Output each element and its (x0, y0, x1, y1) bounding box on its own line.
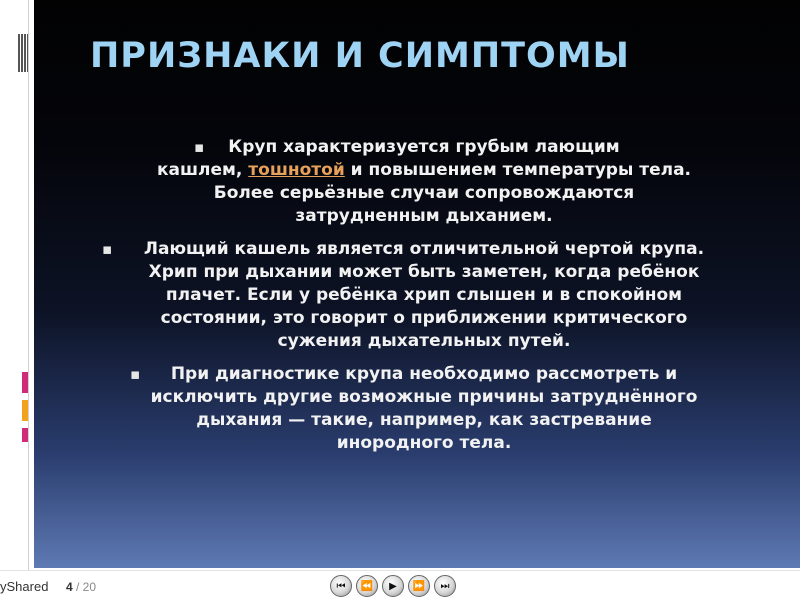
bullet-text: Круп характеризуется грубым лающим (228, 137, 620, 157)
bullet-list (94, 136, 754, 465)
bullet-line (94, 386, 754, 409)
bullet-text: сужения дыхательных путей. (277, 331, 571, 351)
bottom-toolbar (0, 570, 800, 600)
bullet-text: Более серьёзные случаи сопровождаются (213, 183, 635, 203)
bullet-line (94, 409, 754, 432)
fast-forward-icon[interactable]: ⏩ (408, 575, 430, 597)
bullet-line (94, 363, 754, 386)
bullet-text: дыхания — такие, например, как застревание (196, 410, 652, 430)
bullet-line (94, 238, 754, 261)
brand-label: yShared (0, 579, 49, 594)
bullet-text: Лающий кашель является отличительной чертой крупа. (143, 239, 705, 259)
bullet-line (94, 284, 754, 307)
rewind-icon[interactable]: ⏪ (356, 575, 378, 597)
bullet-text: состоянии, это говорит о приближении критического (160, 308, 688, 328)
strip-pattern (18, 34, 28, 72)
bullet-item (94, 238, 754, 353)
strip-color-marker (22, 372, 28, 442)
bullet-item (94, 136, 754, 228)
slide-title: ПРИЗНАКИ И СИМПТОМЫ (90, 36, 630, 76)
bullet-line (94, 307, 754, 330)
bullet-text: При диагностике крупа необходимо рассмотреть и (170, 364, 678, 384)
page-total: / 20 (76, 580, 97, 594)
bullet-mark-icon: ▪ (130, 365, 141, 383)
bullet-text: и повышением температуры тела. (344, 160, 692, 180)
bullet-line (94, 261, 754, 284)
bullet-line (94, 159, 754, 182)
first-slide-icon[interactable]: ⏮ (330, 575, 352, 597)
inline-link[interactable]: тошнотой (248, 160, 345, 180)
bullet-line (94, 330, 754, 353)
slide (34, 0, 800, 568)
bullet-text: исключить другие возможные причины затруднённого (150, 387, 698, 407)
page-current: 4 (66, 580, 73, 594)
play-icon[interactable]: ▶ (382, 575, 404, 597)
last-slide-icon[interactable]: ⏭ (434, 575, 456, 597)
bullet-text: плачет. Если у ребёнка хрип слышен и в спокойном (165, 285, 683, 305)
bullet-item (94, 363, 754, 455)
bullet-line (94, 205, 754, 228)
bullet-text: инородного тела. (336, 433, 512, 453)
bullet-line (94, 136, 754, 159)
bullet-line (94, 182, 754, 205)
bullet-text: кашлем, (156, 160, 249, 180)
left-thumbnail-strip (0, 0, 29, 570)
bullet-mark-icon: ▪ (102, 240, 113, 258)
slide-navigation (330, 575, 456, 597)
bullet-text: затрудненным дыханием. (295, 206, 553, 226)
bullet-text: Хрип при дыхании может быть заметен, когда ребёнок (148, 262, 700, 282)
bullet-mark-icon: ▪ (194, 138, 205, 156)
bullet-line (94, 432, 754, 455)
